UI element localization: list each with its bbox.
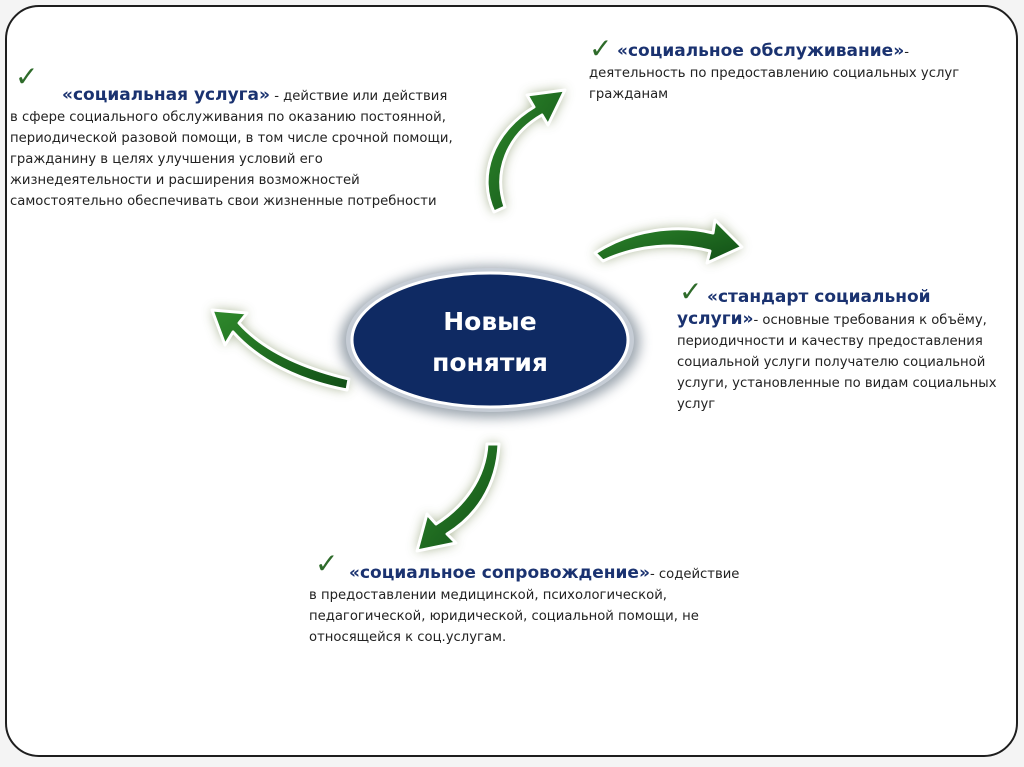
term-dash: - [753, 313, 759, 328]
definition-social-service-lead: - действие или действия [270, 89, 448, 104]
term-service-standard-part1: «стандарт социальной [707, 287, 931, 307]
center-label-line1: Новые [443, 307, 537, 336]
term-dash: - [904, 45, 909, 60]
check-icon: ✓ [315, 547, 339, 580]
definition-social-service [10, 85, 460, 212]
definition-social-support-text: в предоставлении медицинской, психологической, педагогической, юридической, социальной помощи, не относящейся к соц.услугам. [309, 588, 699, 645]
term-social-service: «социальная услуга» [62, 85, 271, 105]
center-label-line2: понятия [432, 348, 548, 377]
slide-frame [5, 5, 1018, 757]
definition-social-service-text: в сфере социального обслуживания по оказанию постоянной, периодической разовой помощи, в том числе срочной помощи, гражданину в целях улучшения условий его жизнедеятельности и расширения возможностей самостоятельно обеспечивать свои жизненные потребности [10, 110, 453, 209]
check-icon: ✓ [15, 60, 39, 93]
arrow-to-social-service [212, 310, 349, 390]
definition-social-maintenance-text: деятельность по предоставлению социальных услуг гражданам [589, 66, 960, 102]
definition-service-standard [677, 287, 1013, 415]
definition-social-maintenance [589, 41, 994, 105]
center-concept [340, 266, 640, 418]
check-icon: ✓ [589, 32, 613, 65]
definition-service-standard-lead: основные требования к объёму, [758, 313, 987, 328]
arrow-to-social-support [417, 444, 499, 551]
term-social-support: «социальное сопровождение» [349, 563, 650, 583]
term-service-standard-part2: услуги» [677, 309, 754, 329]
definition-social-support [309, 563, 769, 648]
definition-social-support-lead: содействие [654, 567, 740, 582]
definition-service-standard-text: периодичности и качеству предоставления социальной услуги получателю социальной услуги, установленные по видам социальных услуг [677, 334, 997, 412]
term-dash: - [649, 567, 655, 582]
arrow-to-social-maintenance [487, 90, 565, 212]
arrow-to-service-standard [595, 220, 742, 263]
check-icon: ✓ [679, 275, 703, 308]
term-social-maintenance: «социальное обслуживание» [617, 41, 905, 61]
